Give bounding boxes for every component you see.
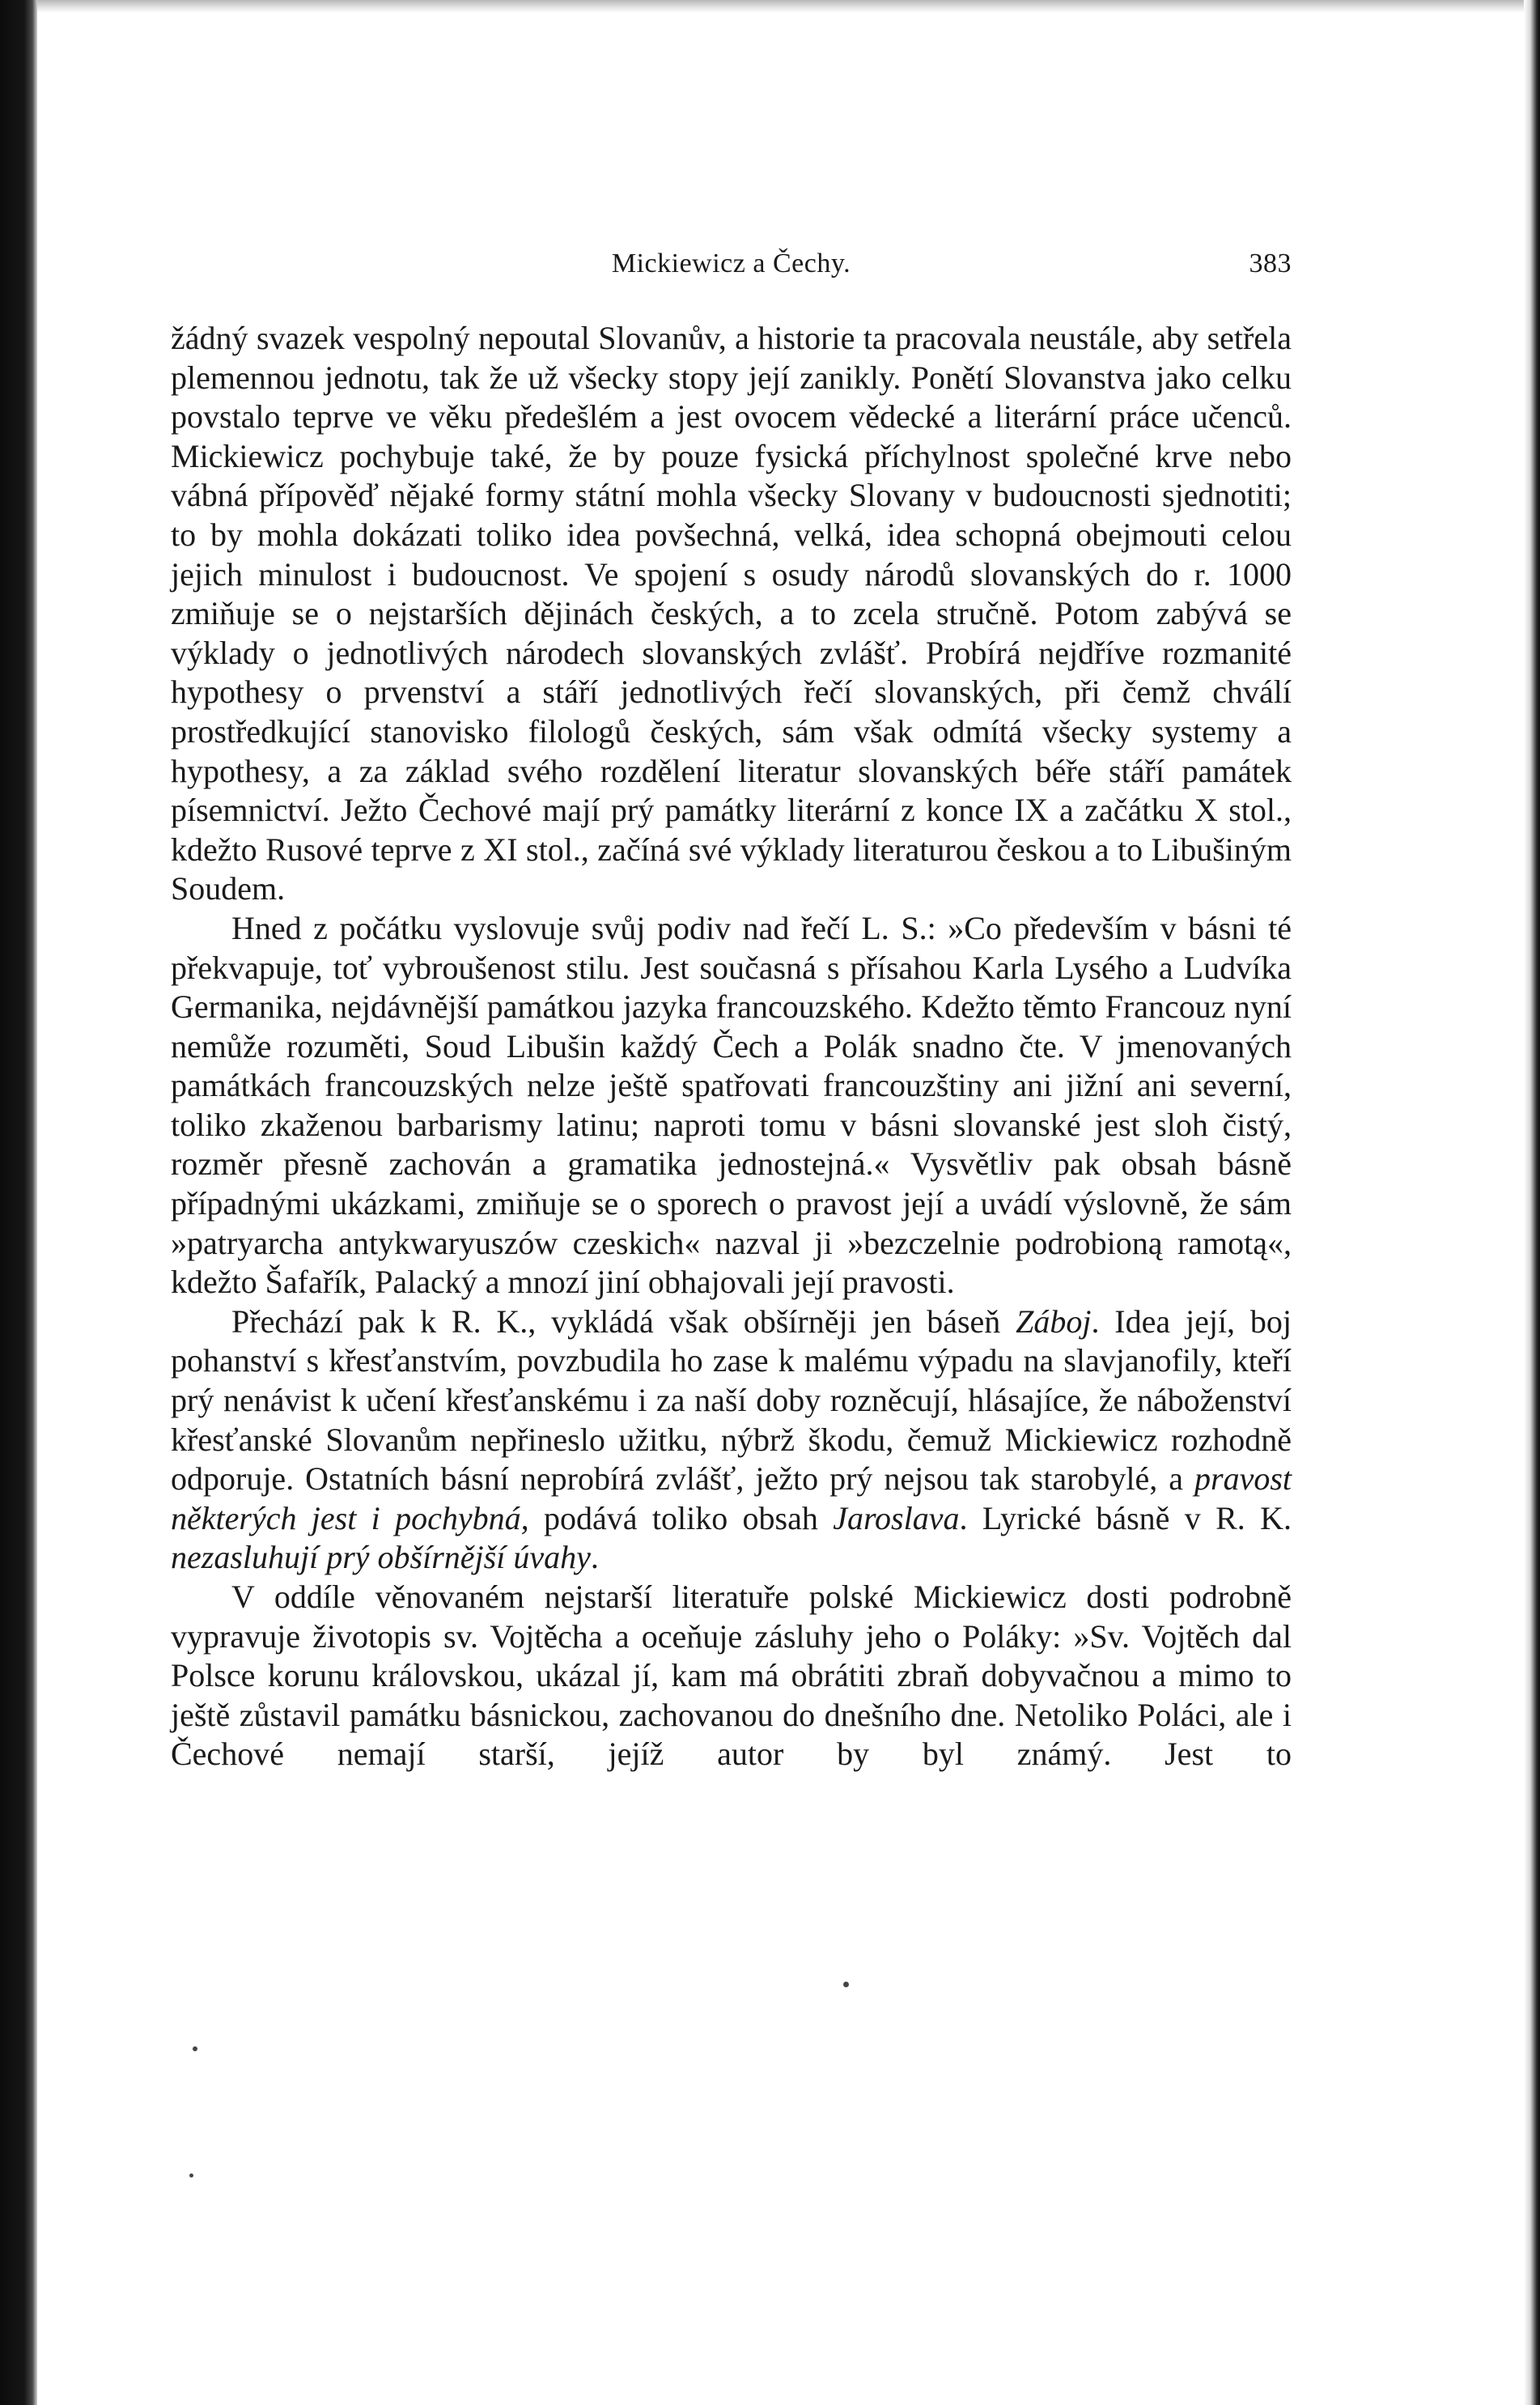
paragraph-text: . Idea její, boj pohanství s křesťanstvím, povzbudila ho zase k malému výpadu na slavjanofily, kteří prý nenávist k učení křesťanskému i za naší doby rozněcují, hlásajíce, že náboženství křesťanské Slovanům nepřineslo užitku, nýbrž škodu, čemuž Mickiewicz rozhodně odporuje. Ostatních básní neprobírá zvlášť, ježto prý nejsou tak starobylé, a (171, 1302, 1292, 1498)
paragraph-text: V oddíle věnovaném nejstarší literatuře polské Mickiewicz dosti podrobně vypravuje životopis sv. Vojtěcha a oceňuje zásluhy jeho o Poláky: »Sv. Vojtěch dal Polsce korunu královskou, ukázal jí, kam má obrátiti zbraň dobyvačnou a mimo to ještě zůstavil památku básnickou, zachovanou do dnešního dne. Netoliko Poláci, ale i Čechové nemají starší, jejíž autor by byl známý. Jest to (171, 1579, 1292, 1773)
book-page (171, 243, 1292, 1774)
italic-text: Jaroslava (833, 1499, 960, 1536)
italic-text: pravost některých jest i pochybná, (171, 1460, 1292, 1536)
paragraph-text: žádný svazek vespolný nepoutal Slovanův, a historie ta pracovala neustále, aby setřela plemennou jednotu, tak že už všecky stopy její zanikly. Ponětí Slovanstva jako celku povstalo teprve ve věku předešlém a jest ovocem vědecké a literární práce učenců. Mickiewicz pochybuje také, že by pouze fysická příchylnost společné krve nebo vábná přípověď nějaké formy státní mohla všecky Slovany v budoucnosti sjednotiti; to by mohla dokázati toliko idea povšechná, velká, idea schopná obejmouti celou jejich minulost i budoucnost. Ve spojení s osudy národů slovanských do r. 1000 zmiňuje se o nejstarších dějinách českých, a to zcela stručně. Potom zabývá se výklady o jednotlivých národech slovanských zvlášť. Probírá nejdříve rozmanité hypothesy o prvenství a stáří jednotlivých řečí slovanských, při čemž chválí prostředkující stanovisko filologů českých, sám však odmítá všecky systemy a hypothesy, a za základ svého rozdělení literatur slovanských béře stáří památek písemnictví. Ježto Čechové mají prý památky literární z konce IX a začátku X stol., kdežto Rusové teprve z XI stol., začíná své výklady literaturou českou a to Libušiným Soudem. (171, 320, 1292, 907)
scan-shadow-top (37, 0, 1540, 13)
running-title: Mickiewicz a Čechy. (611, 249, 851, 278)
italic-text: Záboj (1016, 1302, 1092, 1340)
page-number: 383 (1249, 249, 1292, 278)
italic-text: nezasluhují prý obšírnější úvahy (171, 1539, 591, 1576)
running-head (171, 243, 1292, 285)
paragraph (171, 319, 1292, 909)
scan-speck (189, 2173, 193, 2178)
body-text (171, 319, 1292, 1774)
paragraph-text: . Lyrické básně v R. K. (959, 1499, 1292, 1536)
paragraph-text: . (590, 1539, 599, 1576)
scan-shadow-right (1524, 0, 1540, 2405)
paragraph-text: Hned z počátku vyslovuje svůj podiv nad řečí L. S.: »Co především v básni té překvapuje, toť vybroušenost stilu. Jest současná s přísahou Karla Lysého a Ludvíka Germanika, nejdávnější památkou jazyka francouzského. Kdežto těmto Francouz nyní nemůže rozuměti, Soud Libušin každý Čech a Polák snadno čte. V jmenovaných památkách francouzských nelze ještě spatřovati francouzštiny ani jižní ani severní, toliko zkaženou barbarismy latinu; naproti tomu v básni slovanské jest sloh čistý, rozměr přesně zachován a gramatika jednostejná.« Vysvětliv pak obsah básně případnými ukázkami, zmiňuje se o sporech o pravost její a uvádí výslovně, že sám »patryarcha antykwaryuszów czeskich« nazval ji »bezczelnie podrobioną ramotą«, kdežto Šafařík, Palacký a mnozí jiní obhajovali její pravosti. (171, 909, 1292, 1301)
paragraph-text: Přechází pak k R. K., vykládá však obšírněji jen báseň (231, 1302, 1016, 1340)
scan-speck (843, 1982, 849, 1987)
scan-speck (193, 2046, 197, 2051)
paragraph (171, 1578, 1292, 1774)
scan-shadow-left (0, 0, 37, 2405)
paragraph-text: podává toliko obsah (528, 1499, 834, 1536)
paragraph (171, 1302, 1292, 1578)
paragraph (171, 909, 1292, 1302)
